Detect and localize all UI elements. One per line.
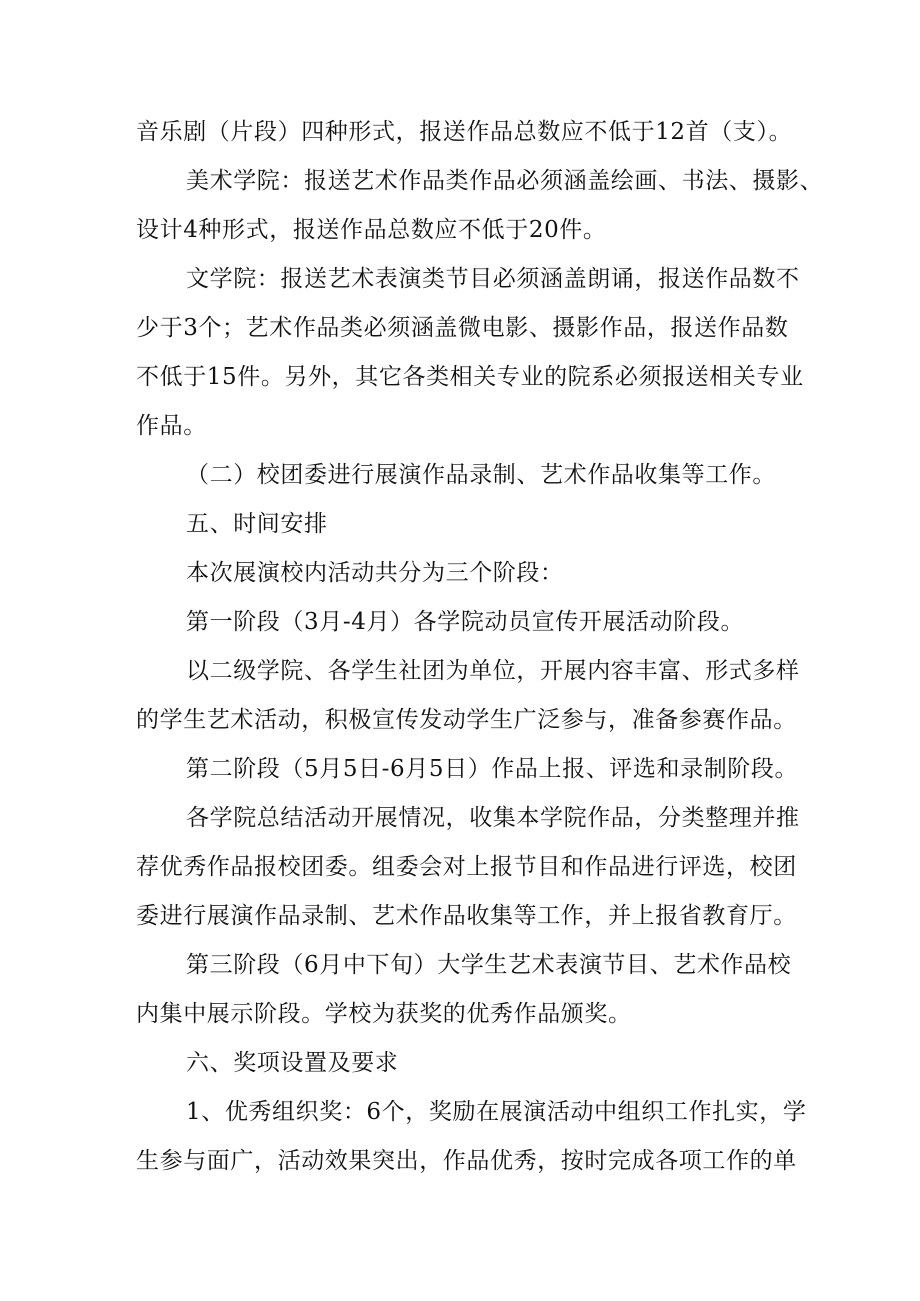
section-heading: 六、奖项设置及要求 bbox=[186, 1050, 399, 1076]
text-line: 文学院：报送艺术表演类节目必须涵盖朗诵，报送作品数不 bbox=[186, 266, 800, 292]
text-line: 第一阶段（3月-4月）各学院动员宣传开展活动阶段。 bbox=[186, 609, 745, 635]
section-heading: 五、时间安排 bbox=[186, 511, 328, 537]
text-line: 1、优秀组织奖：6个，奖励在展演活动中组织工作扎实，学 bbox=[186, 1099, 807, 1125]
text-line: 内集中展示阶段。学校为获奖的优秀作品颁奖。 bbox=[136, 1001, 632, 1027]
text-line: 不低于15件。另外，其它各类相关专业的院系必须报送相关专业 bbox=[136, 364, 804, 390]
text-line: 美术学院：报送艺术作品类作品必须涵盖绘画、书法、摄影、 bbox=[186, 168, 824, 194]
section-subheading: （二）校团委进行展演作品录制、艺术作品收集等工作。 bbox=[186, 462, 776, 488]
text-line: 委进行展演作品录制、艺术作品收集等工作，并上报省教育厅。 bbox=[136, 903, 797, 929]
text-line: 音乐剧（片段）四种形式，报送作品总数应不低于12首（支）。 bbox=[136, 119, 793, 145]
text-line: 少于3个；艺术作品类必须涵盖微电影、摄影作品，报送作品数 bbox=[136, 315, 789, 341]
text-line: 以二级学院、各学生社团为单位，开展内容丰富、形式多样 bbox=[186, 658, 800, 684]
text-line: 第三阶段（6月中下旬）大学生艺术表演节目、艺术作品校 bbox=[186, 952, 792, 978]
text-line: 作品。 bbox=[136, 413, 207, 439]
text-line: 各学院总结活动开展情况，收集本学院作品，分类整理并推 bbox=[186, 805, 800, 831]
text-line: 设计4种形式，报送作品总数应不低于20件。 bbox=[136, 217, 607, 243]
text-line: 生参与面广，活动效果突出，作品优秀，按时完成各项工作的单 bbox=[136, 1148, 797, 1174]
text-line: 第二阶段（5月5日-6月5日）作品上报、评选和录制阶段。 bbox=[186, 756, 799, 782]
text-line: 荐优秀作品报校团委。组委会对上报节目和作品进行评选，校团 bbox=[136, 854, 797, 880]
text-line: 本次展演校内活动共分为三个阶段： bbox=[186, 560, 564, 586]
text-line: 的学生艺术活动，积极宣传发动学生广泛参与，准备参赛作品。 bbox=[136, 707, 797, 733]
